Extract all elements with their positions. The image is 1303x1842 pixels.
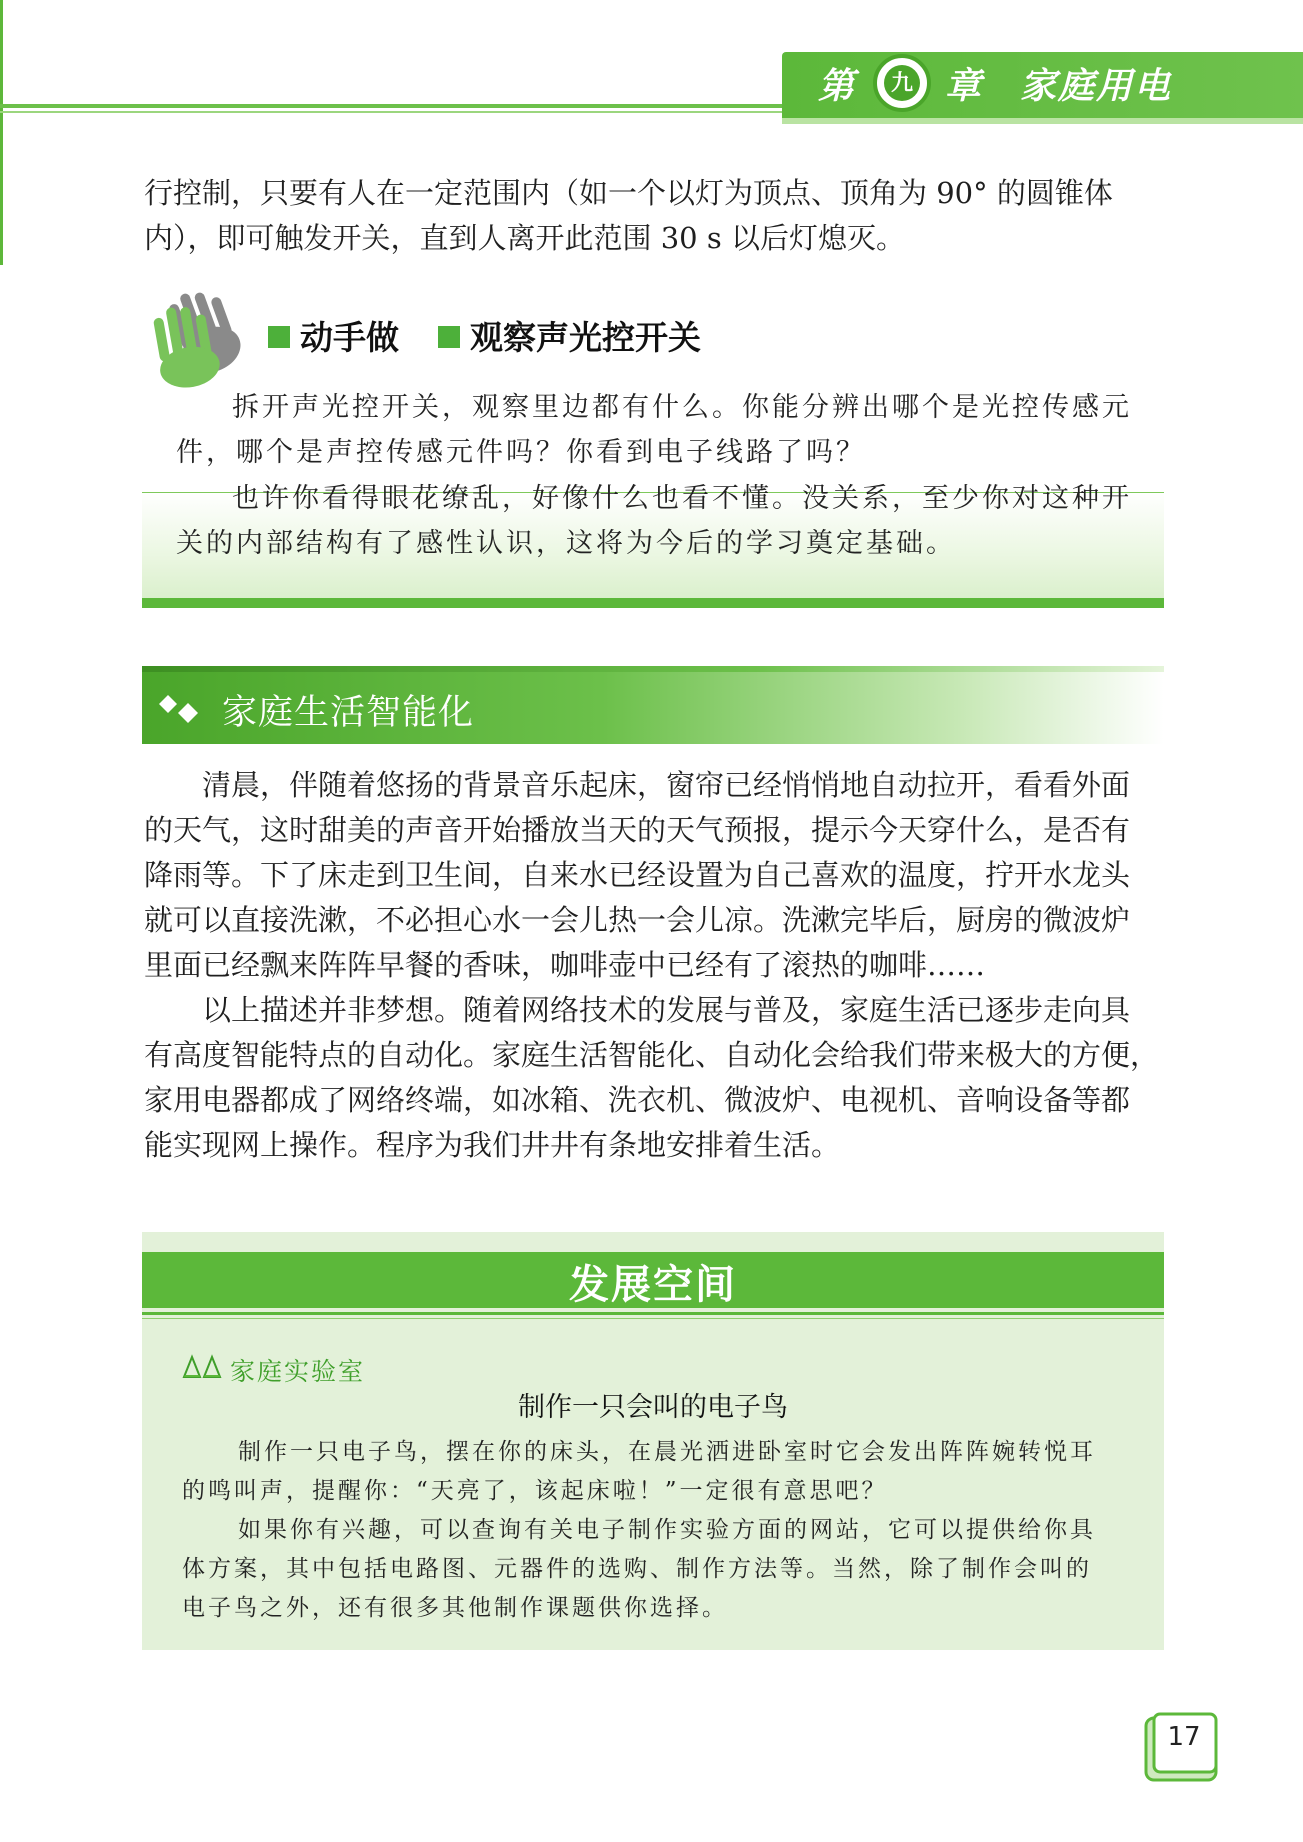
development-title: 发展空间 <box>569 1262 737 1308</box>
page-number: 17 <box>1167 1722 1201 1752</box>
chapter-tab-shadow <box>782 118 1303 124</box>
section-p1-line: 就可以直接洗漱，不必担心水一会儿热一会儿凉。洗漱完毕后，厨房的微波炉 <box>144 903 1131 937</box>
section-p2-line: 有高度智能特点的自动化。家庭生活智能化、自动化会给我们带来极大的方便， <box>144 1038 1160 1072</box>
dev-p2-line: 体方案，其中包括电路图、元器件的选购、制作方法等。当然，除了制作会叫的 <box>182 1556 1092 1582</box>
square-bullet-icon <box>268 326 290 348</box>
hands-icon <box>145 290 265 390</box>
activity-p2-line1: 也许你看得眼花缭乱，好像什么也看不懂。没关系，至少你对这种开 <box>232 483 1132 514</box>
section-p2-line: 能实现网上操作。程序为我们井井有条地安排着生活。 <box>144 1128 841 1162</box>
project-title: 制作一只会叫的电子鸟 <box>518 1392 788 1423</box>
section-p1-line: 清晨，伴随着悠扬的背景音乐起床，窗帘已经悄悄地自动拉开，看看外面 <box>202 768 1131 802</box>
activity-p2-line2: 关的内部结构有了感性认识，这将为今后的学习奠定基础。 <box>176 528 956 559</box>
section-p1-line: 里面已经飘来阵阵早餐的香味，咖啡壶中已经有了滚热的咖啡…… <box>144 948 986 982</box>
square-bullet-icon <box>438 326 460 348</box>
development-header-rule-thin <box>142 1318 1164 1319</box>
section-p2-line: 家用电器都成了网络终端，如冰箱、洗衣机、微波炉、电视机、音响设备等都 <box>144 1083 1131 1117</box>
section-title: 家庭生活智能化 <box>222 693 475 733</box>
diamond-bullet-icon <box>158 693 208 725</box>
activity-p1-line1: 拆开声光控开关，观察里边都有什么。你能分辨出哪个是光控传感元 <box>232 392 1132 423</box>
header-rule-thin <box>0 111 785 113</box>
activity-title: 观察声光控开关 <box>470 318 701 357</box>
development-header-rule <box>142 1312 1164 1315</box>
intro-line-2: 内），即可触发开关，直到人离开此范围 30 s 以后灯熄灭。 <box>144 221 905 255</box>
activity-panel-bottom-bar <box>142 598 1164 608</box>
dev-p1-line: 制作一只电子鸟，摆在你的床头，在晨光洒进卧室时它会发出阵阵婉转悦耳 <box>238 1439 1096 1465</box>
header-rule <box>0 104 785 108</box>
section-p1-line: 降雨等。下了床走到卫生间，自来水已经设置为自己喜欢的温度，拧开水龙头 <box>144 858 1131 892</box>
intro-line-1: 行控制，只要有人在一定范围内（如一个以灯为顶点、顶角为 90° 的圆锥体 <box>144 176 1113 210</box>
chapter-suffix: 章 <box>945 65 982 107</box>
activity-heading <box>268 312 701 359</box>
activity-p1-line2: 件，哪个是声控传感元件吗？你看到电子线路了吗？ <box>176 437 866 468</box>
dev-p1-line: 的鸣叫声，提醒你：“天亮了，该起床啦！”一定很有意思吧？ <box>182 1478 888 1504</box>
activity-label: 动手做 <box>300 318 399 357</box>
chapter-title: 家庭用电 <box>1020 65 1173 107</box>
lab-label: 家庭实验室 <box>230 1357 366 1386</box>
flask-icon <box>180 1353 226 1381</box>
chapter-prefix: 第 <box>818 65 855 107</box>
section-p2-line: 以上描述并非梦想。随着网络技术的发展与普及，家庭生活已逐步走向具 <box>202 993 1131 1027</box>
section-p1-line: 的天气，这时甜美的声音开始播放当天的天气预报，提示今天穿什么，是否有 <box>144 813 1131 847</box>
dev-p2-line: 电子鸟之外，还有很多其他制作课题供你选择。 <box>182 1595 728 1621</box>
dev-p2-line: 如果你有兴趣，可以查询有关电子制作实验方面的网站，它可以提供给你具 <box>238 1517 1096 1543</box>
chapter-number: 九 <box>884 65 920 101</box>
left-margin-rule <box>0 0 3 265</box>
